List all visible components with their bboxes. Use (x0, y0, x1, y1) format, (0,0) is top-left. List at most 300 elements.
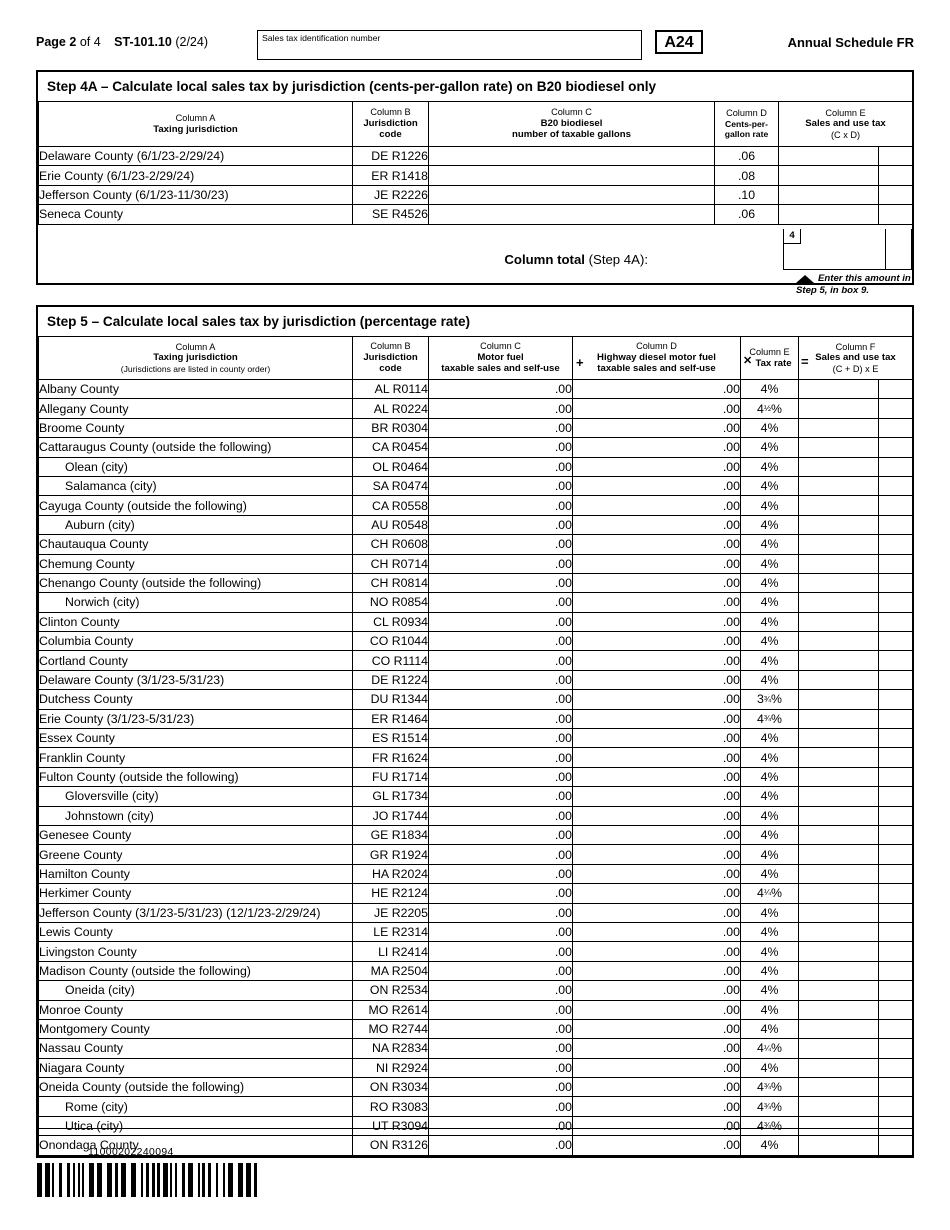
table-row (39, 535, 913, 554)
motor-fuel-sales-input[interactable]: .00 (429, 922, 573, 941)
sales-use-tax-cents[interactable] (879, 147, 913, 166)
highway-diesel-sales-input[interactable]: .00 (573, 942, 741, 961)
sales-use-tax-input[interactable] (799, 845, 879, 864)
motor-fuel-sales-input[interactable]: .00 (429, 1039, 573, 1058)
sales-use-tax-cents[interactable] (879, 1058, 913, 1077)
sales-use-tax-cents[interactable] (879, 981, 913, 1000)
highway-diesel-sales-input[interactable]: .00 (573, 690, 741, 709)
jurisdiction-name: Monroe County (39, 1000, 353, 1019)
column-a-label: Column A (175, 112, 216, 123)
sales-use-tax-input[interactable] (799, 884, 879, 903)
jurisdiction-name: Montgomery County (39, 1019, 353, 1038)
highway-diesel-sales-input[interactable]: .00 (573, 438, 741, 457)
highway-diesel-sales-input[interactable]: .00 (573, 729, 741, 748)
header-column-e (779, 102, 913, 147)
highway-diesel-sales-input[interactable]: .00 (573, 825, 741, 844)
header-column-b (353, 337, 429, 380)
tax-rate: 4% (741, 418, 799, 437)
highway-diesel-sales-input[interactable]: .00 (573, 806, 741, 825)
sales-use-tax-cents[interactable] (879, 748, 913, 767)
highway-diesel-sales-input[interactable]: .00 (573, 1097, 741, 1116)
sales-use-tax-input[interactable] (799, 554, 879, 573)
sales-use-tax-input[interactable] (799, 1019, 879, 1038)
sales-use-tax-cents[interactable] (879, 399, 913, 418)
sales-use-tax-input[interactable] (799, 651, 879, 670)
sales-use-tax-input[interactable] (799, 476, 879, 495)
highway-diesel-sales-input[interactable]: .00 (573, 709, 741, 728)
tax-rate: 4% (741, 1136, 799, 1155)
jurisdiction-code: AL R0114 (353, 380, 429, 399)
cents-per-gallon-rate: .10 (715, 185, 779, 204)
tax-rate: 4% (741, 1058, 799, 1077)
sales-use-tax-input[interactable] (799, 787, 879, 806)
motor-fuel-sales-input[interactable]: .00 (429, 632, 573, 651)
sales-use-tax-cents[interactable] (879, 709, 913, 728)
tax-rate: 4% (741, 1019, 799, 1038)
jurisdiction-code: DE R1226 (353, 147, 429, 166)
highway-diesel-sales-input[interactable]: .00 (573, 903, 741, 922)
sales-use-tax-input[interactable] (799, 457, 879, 476)
tax-rate: 4% (741, 476, 799, 495)
motor-fuel-sales-input[interactable]: .00 (429, 767, 573, 786)
sales-use-tax-input[interactable] (799, 496, 879, 515)
jurisdiction-code: SE R4526 (353, 205, 429, 224)
sales-use-tax-cents[interactable] (879, 651, 913, 670)
tax-rate: 4¾% (741, 1078, 799, 1097)
highway-diesel-sales-input[interactable]: .00 (573, 1019, 741, 1038)
footer-divider (36, 1128, 914, 1129)
motor-fuel-sales-input[interactable]: .00 (429, 554, 573, 573)
taxable-gallons-input[interactable] (429, 166, 715, 185)
cents-per-gallon-rate: .06 (715, 205, 779, 224)
tax-rate: 4% (741, 729, 799, 748)
tax-rate: 4¾% (741, 1097, 799, 1116)
tax-rate: 4% (741, 845, 799, 864)
tax-rate: 4% (741, 1000, 799, 1019)
sales-use-tax-cents[interactable] (879, 1116, 913, 1135)
column-b-name-line1: Jurisdiction (363, 117, 418, 129)
page-of: of 4 (79, 35, 101, 49)
highway-diesel-sales-input[interactable]: .00 (573, 476, 741, 495)
column-f-label: Column F (835, 341, 876, 352)
jurisdiction-code: DE R1224 (353, 670, 429, 689)
sales-use-tax-input[interactable] (799, 535, 879, 554)
motor-fuel-sales-input[interactable]: .00 (429, 864, 573, 883)
sales-use-tax-input[interactable] (799, 864, 879, 883)
motor-fuel-sales-input[interactable]: .00 (429, 1000, 573, 1019)
column-a-name: Taxing jurisdiction (153, 352, 238, 364)
motor-fuel-sales-input[interactable]: .00 (429, 787, 573, 806)
form-revision: (2/24) (175, 35, 208, 49)
header-column-c (429, 337, 573, 380)
form-number: ST-101.10 (114, 35, 172, 49)
sales-use-tax-input[interactable] (799, 380, 879, 399)
sales-use-tax-cents[interactable] (879, 205, 913, 224)
sales-use-tax-cents[interactable] (879, 825, 913, 844)
sales-use-tax-input[interactable] (799, 961, 879, 980)
highway-diesel-sales-input[interactable]: .00 (573, 573, 741, 592)
line-number-4: 4 (784, 229, 801, 244)
jurisdiction-code: OL R0464 (353, 457, 429, 476)
column-d-name-line1: Highway diesel motor fuel (597, 351, 716, 363)
sales-use-tax-cents[interactable] (879, 806, 913, 825)
sales-use-tax-input[interactable] (799, 1116, 879, 1135)
column-b-name-line1: Jurisdiction (363, 351, 418, 363)
sales-use-tax-cents[interactable] (879, 1097, 913, 1116)
motor-fuel-sales-input[interactable]: .00 (429, 903, 573, 922)
highway-diesel-sales-input[interactable]: .00 (573, 457, 741, 476)
sales-use-tax-input[interactable] (799, 1097, 879, 1116)
jurisdiction-name: Livingston County (39, 942, 353, 961)
highway-diesel-sales-input[interactable]: .00 (573, 981, 741, 1000)
barcode-number: 11000202240094 (88, 1147, 174, 1158)
sales-use-tax-input[interactable] (799, 767, 879, 786)
motor-fuel-sales-input[interactable]: .00 (429, 1116, 573, 1135)
sales-use-tax-cents[interactable] (879, 1136, 913, 1155)
highway-diesel-sales-input[interactable]: .00 (573, 612, 741, 631)
page-label: Page (36, 35, 66, 49)
jurisdiction-name: Oneida (city) (39, 981, 353, 1000)
step-4a-title: Step 4A – Calculate local sales tax by jurisdiction (cents-per-gallon rate) on B20 biodiesel only (47, 79, 657, 94)
tax-rate: 4% (741, 535, 799, 554)
sales-use-tax-input[interactable] (799, 981, 879, 1000)
column-f-name-line1: Sales and use tax (815, 352, 896, 364)
taxable-gallons-input[interactable] (429, 205, 715, 224)
sales-use-tax-input[interactable] (799, 438, 879, 457)
up-arrow-icon (796, 275, 814, 283)
sales-use-tax-cents[interactable] (879, 729, 913, 748)
jurisdiction-name: Genesee County (39, 825, 353, 844)
motor-fuel-sales-input[interactable]: .00 (429, 515, 573, 534)
motor-fuel-sales-input[interactable]: .00 (429, 845, 573, 864)
sales-use-tax-cents[interactable] (879, 496, 913, 515)
motor-fuel-sales-input[interactable]: .00 (429, 418, 573, 437)
sales-use-tax-cents[interactable] (879, 457, 913, 476)
jurisdiction-name: Jefferson County (3/1/23-5/31/23) (12/1/23-2/29/24) (39, 903, 353, 922)
jurisdiction-code: HE R2124 (353, 884, 429, 903)
sales-use-tax-cents[interactable] (879, 767, 913, 786)
cents-per-gallon-rate: .06 (715, 147, 779, 166)
sales-use-tax-input[interactable] (799, 825, 879, 844)
cents-per-gallon-rate: .08 (715, 166, 779, 185)
highway-diesel-sales-input[interactable]: .00 (573, 884, 741, 903)
header-column-d (715, 102, 779, 147)
highway-diesel-sales-input[interactable]: .00 (573, 961, 741, 980)
column-total-input[interactable] (783, 229, 912, 270)
sales-use-tax-input[interactable] (799, 573, 879, 592)
sales-use-tax-cents[interactable] (879, 380, 913, 399)
jurisdiction-name: Franklin County (39, 748, 353, 767)
table-row (39, 166, 913, 185)
sales-use-tax-input[interactable] (779, 147, 879, 166)
tax-rate: 4% (741, 806, 799, 825)
jurisdiction-code: RO R3083 (353, 1097, 429, 1116)
motor-fuel-sales-input[interactable]: .00 (429, 496, 573, 515)
tax-rate: 4% (741, 651, 799, 670)
sales-use-tax-input[interactable] (779, 185, 879, 204)
jurisdiction-code: CO R1114 (353, 651, 429, 670)
tax-rate: 4% (741, 612, 799, 631)
highway-diesel-sales-input[interactable]: .00 (573, 670, 741, 689)
jurisdiction-code: LI R2414 (353, 942, 429, 961)
motor-fuel-sales-input[interactable]: .00 (429, 573, 573, 592)
motor-fuel-sales-input[interactable]: .00 (429, 1078, 573, 1097)
sales-use-tax-input[interactable] (799, 1078, 879, 1097)
jurisdiction-name: Niagara County (39, 1058, 353, 1077)
column-d-name-line2: taxable sales and self-use (597, 363, 716, 375)
page-number: 2 (69, 35, 77, 49)
jurisdiction-code: CL R0934 (353, 612, 429, 631)
jurisdiction-name: Essex County (39, 729, 353, 748)
taxable-gallons-input[interactable] (429, 185, 715, 204)
motor-fuel-sales-input[interactable]: .00 (429, 961, 573, 980)
highway-diesel-sales-input[interactable]: .00 (573, 767, 741, 786)
motor-fuel-sales-input[interactable]: .00 (429, 438, 573, 457)
motor-fuel-sales-input[interactable]: .00 (429, 457, 573, 476)
note-line-2: Step 5, in box 9. (796, 284, 870, 296)
highway-diesel-sales-input[interactable]: .00 (573, 864, 741, 883)
table-row (39, 806, 913, 825)
tax-rate: 4% (741, 922, 799, 941)
highway-diesel-sales-input[interactable]: .00 (573, 554, 741, 573)
jurisdiction-code: NI R2924 (353, 1058, 429, 1077)
column-b-name-line2: code (379, 129, 402, 141)
jurisdiction-name: Erie County (3/1/23-5/31/23) (39, 709, 353, 728)
jurisdiction-code: LE R2314 (353, 922, 429, 941)
motor-fuel-sales-input[interactable]: .00 (429, 1097, 573, 1116)
column-a-name: Taxing jurisdiction (153, 123, 238, 135)
sales-use-tax-input[interactable] (799, 670, 879, 689)
motor-fuel-sales-input[interactable]: .00 (429, 825, 573, 844)
jurisdiction-code: NA R2834 (353, 1039, 429, 1058)
highway-diesel-sales-input[interactable]: .00 (573, 399, 741, 418)
sales-use-tax-cents[interactable] (879, 1000, 913, 1019)
sales-use-tax-input[interactable] (799, 1058, 879, 1077)
jurisdiction-name: Norwich (city) (39, 593, 353, 612)
jurisdiction-name: Fulton County (outside the following) (39, 767, 353, 786)
sales-tax-id-field[interactable] (257, 30, 642, 60)
table-row (39, 1097, 913, 1116)
column-b-name-line2: code (379, 363, 402, 375)
taxable-gallons-input[interactable] (429, 147, 715, 166)
sales-use-tax-input[interactable] (799, 709, 879, 728)
motor-fuel-sales-input[interactable]: .00 (429, 729, 573, 748)
jurisdiction-name: Albany County (39, 380, 353, 399)
sales-use-tax-input[interactable] (799, 903, 879, 922)
highway-diesel-sales-input[interactable]: .00 (573, 787, 741, 806)
motor-fuel-sales-input[interactable]: .00 (429, 942, 573, 961)
motor-fuel-sales-input[interactable]: .00 (429, 690, 573, 709)
tax-rate: 4% (741, 593, 799, 612)
cents-divider (885, 229, 886, 269)
jurisdiction-name: Delaware County (6/1/23-2/29/24) (39, 147, 353, 166)
sales-use-tax-input[interactable] (799, 729, 879, 748)
jurisdiction-code: AL R0224 (353, 399, 429, 418)
tax-rate: 4% (741, 515, 799, 534)
sales-use-tax-cents[interactable] (879, 903, 913, 922)
motor-fuel-sales-input[interactable]: .00 (429, 748, 573, 767)
step-4a-table (38, 101, 913, 225)
motor-fuel-sales-input[interactable]: .00 (429, 1019, 573, 1038)
sales-use-tax-input[interactable] (779, 205, 879, 224)
tax-rate: 4% (741, 554, 799, 573)
sales-use-tax-input[interactable] (799, 1000, 879, 1019)
highway-diesel-sales-input[interactable]: .00 (573, 380, 741, 399)
jurisdiction-name: Chemung County (39, 554, 353, 573)
sales-use-tax-cents[interactable] (879, 922, 913, 941)
jurisdiction-code: SA R0474 (353, 476, 429, 495)
sales-use-tax-input[interactable] (799, 748, 879, 767)
sales-use-tax-cents[interactable] (879, 942, 913, 961)
jurisdiction-name: Hamilton County (39, 864, 353, 883)
step-5-title: Step 5 – Calculate local sales tax by jurisdiction (percentage rate) (47, 314, 471, 329)
table-row (39, 903, 913, 922)
sales-use-tax-cents[interactable] (879, 1078, 913, 1097)
tax-rate: 4¾% (741, 1116, 799, 1135)
column-c-name-line1: Motor fuel (477, 351, 524, 363)
sales-use-tax-cents[interactable] (879, 515, 913, 534)
table-row (39, 922, 913, 941)
sales-use-tax-input[interactable] (799, 1136, 879, 1155)
sales-use-tax-cents[interactable] (879, 438, 913, 457)
tax-rate: 4% (741, 961, 799, 980)
sales-use-tax-cents[interactable] (879, 1039, 913, 1058)
sales-use-tax-cents[interactable] (879, 690, 913, 709)
highway-diesel-sales-input[interactable]: .00 (573, 593, 741, 612)
highway-diesel-sales-input[interactable]: .00 (573, 1058, 741, 1077)
motor-fuel-sales-input[interactable]: .00 (429, 380, 573, 399)
jurisdiction-code: HA R2024 (353, 864, 429, 883)
motor-fuel-sales-input[interactable]: .00 (429, 670, 573, 689)
motor-fuel-sales-input[interactable]: .00 (429, 1136, 573, 1155)
jurisdiction-code: DU R1344 (353, 690, 429, 709)
jurisdiction-name: Cayuga County (outside the following) (39, 496, 353, 515)
table-row (39, 612, 913, 631)
table-row (39, 418, 913, 437)
highway-diesel-sales-input[interactable]: .00 (573, 651, 741, 670)
sales-use-tax-cents[interactable] (879, 632, 913, 651)
highway-diesel-sales-input[interactable]: .00 (573, 845, 741, 864)
jurisdiction-name: Auburn (city) (39, 515, 353, 534)
tax-rate: 4% (741, 573, 799, 592)
highway-diesel-sales-input[interactable]: .00 (573, 1136, 741, 1155)
highway-diesel-sales-input[interactable]: .00 (573, 535, 741, 554)
highway-diesel-sales-input[interactable]: .00 (573, 515, 741, 534)
sales-use-tax-cents[interactable] (879, 670, 913, 689)
sales-use-tax-cents[interactable] (879, 418, 913, 437)
highway-diesel-sales-input[interactable]: .00 (573, 632, 741, 651)
sales-use-tax-input[interactable] (799, 418, 879, 437)
jurisdiction-code: ON R3034 (353, 1078, 429, 1097)
jurisdiction-code: CH R0608 (353, 535, 429, 554)
highway-diesel-sales-input[interactable]: .00 (573, 922, 741, 941)
motor-fuel-sales-input[interactable]: .00 (429, 476, 573, 495)
motor-fuel-sales-input[interactable]: .00 (429, 981, 573, 1000)
sales-use-tax-cents[interactable] (879, 166, 913, 185)
column-total-label (504, 252, 648, 267)
column-a-note: (Jurisdictions are listed in county order) (120, 363, 271, 374)
sales-use-tax-cents[interactable] (879, 884, 913, 903)
step-5-rows (39, 380, 913, 1156)
tax-rate: 4% (741, 670, 799, 689)
sales-use-tax-cents[interactable] (879, 845, 913, 864)
sales-use-tax-input[interactable] (799, 632, 879, 651)
step-4a-rows (39, 147, 913, 225)
sales-use-tax-input[interactable] (799, 593, 879, 612)
highway-diesel-sales-input[interactable]: .00 (573, 418, 741, 437)
jurisdiction-name: Broome County (39, 418, 353, 437)
sales-use-tax-cents[interactable] (879, 476, 913, 495)
table-row (39, 690, 913, 709)
motor-fuel-sales-input[interactable]: .00 (429, 651, 573, 670)
highway-diesel-sales-input[interactable]: .00 (573, 748, 741, 767)
motor-fuel-sales-input[interactable]: .00 (429, 612, 573, 631)
jurisdiction-name: Erie County (6/1/23-2/29/24) (39, 166, 353, 185)
highway-diesel-sales-input[interactable]: .00 (573, 1000, 741, 1019)
sales-use-tax-input[interactable] (799, 942, 879, 961)
sales-use-tax-input[interactable] (799, 399, 879, 418)
sales-use-tax-input[interactable] (799, 922, 879, 941)
column-e-label: Column E (825, 107, 866, 118)
sales-use-tax-cents[interactable] (879, 593, 913, 612)
jurisdiction-name: Olean (city) (39, 457, 353, 476)
sales-use-tax-cents[interactable] (879, 573, 913, 592)
sales-use-tax-cents[interactable] (879, 554, 913, 573)
highway-diesel-sales-input[interactable]: .00 (573, 1116, 741, 1135)
motor-fuel-sales-input[interactable]: .00 (429, 399, 573, 418)
sales-use-tax-cents[interactable] (879, 612, 913, 631)
jurisdiction-name: Columbia County (39, 632, 353, 651)
sales-use-tax-cents[interactable] (879, 864, 913, 883)
sales-use-tax-cents[interactable] (879, 535, 913, 554)
motor-fuel-sales-input[interactable]: .00 (429, 709, 573, 728)
sales-use-tax-input[interactable] (799, 612, 879, 631)
table-row (39, 787, 913, 806)
sales-use-tax-cents[interactable] (879, 185, 913, 204)
motor-fuel-sales-input[interactable]: .00 (429, 806, 573, 825)
highway-diesel-sales-input[interactable]: .00 (573, 496, 741, 515)
header-column-c (429, 102, 715, 147)
jurisdiction-code: JO R1744 (353, 806, 429, 825)
sales-use-tax-cents[interactable] (879, 1019, 913, 1038)
sales-use-tax-cents[interactable] (879, 787, 913, 806)
equals-operator-icon: = (801, 354, 809, 369)
jurisdiction-code: FR R1624 (353, 748, 429, 767)
jurisdiction-code: ON R3126 (353, 1136, 429, 1155)
motor-fuel-sales-input[interactable]: .00 (429, 535, 573, 554)
table-row (39, 205, 913, 224)
jurisdiction-code: MA R2504 (353, 961, 429, 980)
jurisdiction-name: Onondaga County (39, 1136, 353, 1155)
sales-use-tax-input[interactable] (799, 806, 879, 825)
highway-diesel-sales-input[interactable]: .00 (573, 1039, 741, 1058)
sales-use-tax-cents[interactable] (879, 961, 913, 980)
sales-use-tax-input[interactable] (799, 690, 879, 709)
highway-diesel-sales-input[interactable]: .00 (573, 1078, 741, 1097)
table-row (39, 1039, 913, 1058)
table-row (39, 185, 913, 204)
sales-use-tax-input[interactable] (799, 515, 879, 534)
table-row (39, 1078, 913, 1097)
table-row (39, 961, 913, 980)
motor-fuel-sales-input[interactable]: .00 (429, 1058, 573, 1077)
sales-use-tax-input[interactable] (779, 166, 879, 185)
tax-rate: 4% (741, 942, 799, 961)
tax-rate: 4% (741, 903, 799, 922)
motor-fuel-sales-input[interactable]: .00 (429, 884, 573, 903)
motor-fuel-sales-input[interactable]: .00 (429, 593, 573, 612)
sales-use-tax-input[interactable] (799, 1039, 879, 1058)
